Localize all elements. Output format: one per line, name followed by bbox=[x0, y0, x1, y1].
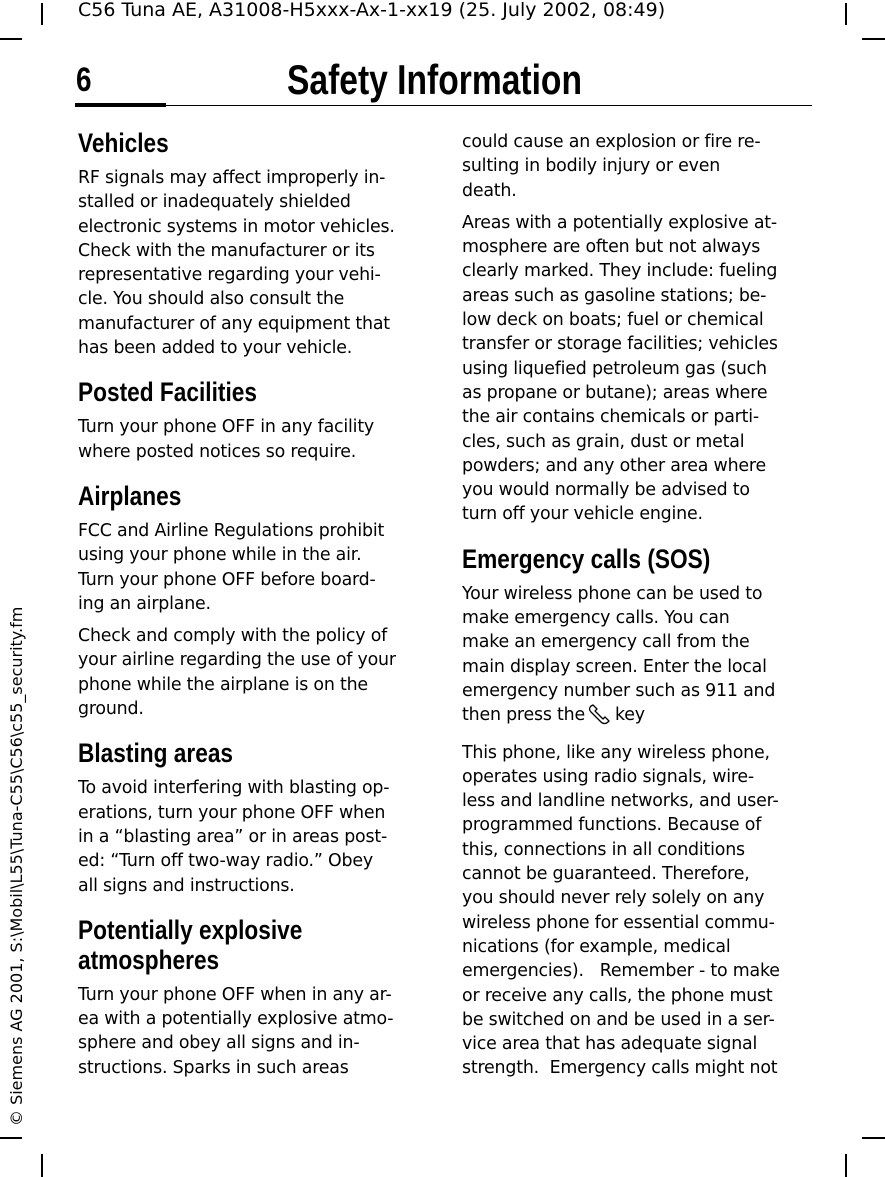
text-line: using your phone while in the air. bbox=[78, 545, 362, 566]
section-heading-blasting-areas: Blasting areas bbox=[78, 738, 234, 769]
text-line: mosphere are often but not always bbox=[462, 237, 761, 258]
text-line: clearly marked. They include: fueling bbox=[462, 261, 778, 282]
text-line: Check and comply with the policy of bbox=[78, 626, 388, 647]
section-heading-airplanes: Airplanes bbox=[78, 480, 182, 511]
text-line: vice area that has adequate signal bbox=[462, 1034, 758, 1055]
text-line: or receive any calls, the phone must bbox=[462, 985, 773, 1006]
text-line: ea with a potentially explosive atmo- bbox=[78, 1009, 394, 1030]
paragraph-blasting-areas bbox=[78, 776, 428, 897]
text-line: Turn your phone OFF before board- bbox=[78, 569, 376, 590]
text-line: turn off your vehicle engine. bbox=[462, 504, 703, 525]
text-line: To avoid interfering with blasting op- bbox=[78, 778, 390, 799]
heading-line: Potentially explosive bbox=[78, 914, 303, 945]
text-line: Check with the manufacturer or its bbox=[78, 240, 375, 261]
text-line: emergency number such as 911 and bbox=[462, 680, 776, 701]
crop-mark bbox=[41, 3, 43, 25]
text-line: as propane or butane); areas where bbox=[462, 382, 768, 403]
text-line bbox=[462, 703, 812, 732]
crop-mark bbox=[41, 1154, 43, 1177]
paragraph-emergency-2 bbox=[462, 741, 812, 1081]
crop-mark bbox=[862, 1137, 885, 1139]
text-line: using liquefied petroleum gas (such bbox=[462, 358, 767, 379]
text-line: operates using radio signals, wire- bbox=[462, 766, 754, 787]
text-line: ground. bbox=[78, 699, 144, 720]
text-line: emergencies). Remember - to make bbox=[462, 961, 780, 982]
text-line: this, connections in all conditions bbox=[462, 839, 745, 860]
text-line: sphere and obey all signs and in- bbox=[78, 1033, 360, 1054]
page-title: Safety Information bbox=[287, 56, 582, 103]
paragraph-explosive-1 bbox=[78, 983, 428, 1080]
text-line: low deck on boats; fuel or chemical bbox=[462, 310, 764, 331]
text-line: Turn your phone OFF when in any ar- bbox=[78, 984, 392, 1005]
call-key-icon bbox=[587, 703, 613, 732]
paragraph-emergency-1 bbox=[462, 582, 812, 733]
text-line: programmed functions. Because of bbox=[462, 815, 762, 836]
text-line: make an emergency call from the bbox=[462, 632, 750, 653]
header-rule bbox=[166, 105, 812, 106]
text-line: areas such as gasoline stations; be- bbox=[462, 285, 767, 306]
section-heading-emergency-calls: Emergency calls (SOS) bbox=[462, 543, 711, 574]
page-number: 6 bbox=[76, 61, 92, 99]
side-copyright-note: © Siemens AG 2001, S:\Mobil\L55\Tuna-C55\C56\c55_security.fm bbox=[7, 606, 26, 1126]
paragraph-explosive-1-continued bbox=[462, 130, 812, 203]
crop-mark bbox=[845, 1154, 847, 1177]
crop-mark bbox=[0, 38, 22, 40]
text-line: be switched on and be used in a ser- bbox=[462, 1009, 775, 1030]
paragraph-airplanes-2 bbox=[78, 624, 428, 721]
text-line: your airline regarding the use of your bbox=[78, 650, 396, 671]
section-heading-posted-facilities: Posted Facilities bbox=[78, 377, 257, 408]
text-line: less and landline networks, and user- bbox=[462, 791, 779, 812]
text-line: stalled or inadequately shielded bbox=[78, 192, 351, 213]
paragraph-airplanes-1 bbox=[78, 519, 428, 616]
text-line: death. bbox=[462, 180, 517, 201]
text-fragment: key bbox=[615, 705, 645, 726]
text-line: Areas with a potentially explosive at- bbox=[462, 212, 777, 233]
text-line: powders; and any other area where bbox=[462, 455, 766, 476]
text-line: sulting in bodily injury or even bbox=[462, 156, 721, 177]
text-line: ed: “Turn off two-way radio.” Obey bbox=[78, 851, 373, 872]
text-line: electronic systems in motor vehicles. bbox=[78, 216, 395, 237]
text-line: nications (for example, medical bbox=[462, 936, 731, 957]
text-line: you would normally be advised to bbox=[462, 480, 750, 501]
paragraph-posted-facilities bbox=[78, 415, 428, 464]
crop-mark bbox=[862, 38, 885, 40]
text-line: transfer or storage facilities; vehicles bbox=[462, 334, 778, 355]
section-heading-explosive-atmospheres bbox=[78, 915, 372, 975]
right-column bbox=[462, 130, 812, 1081]
text-line: where posted notices so require. bbox=[78, 441, 357, 462]
text-line: main display screen. Enter the local bbox=[462, 656, 767, 677]
text-line: in a “blasting area” or in areas post- bbox=[78, 826, 388, 847]
text-fragment: then press the bbox=[462, 705, 585, 726]
text-line: cle. You should also consult the bbox=[78, 289, 345, 310]
text-line: has been added to your vehicle. bbox=[78, 338, 353, 359]
text-line: you should never rely solely on any bbox=[462, 888, 765, 909]
text-line: strength. Emergency calls might not bbox=[462, 1058, 778, 1079]
left-column bbox=[78, 128, 428, 1080]
running-header: C56 Tuna AE, A31008-H5xxx-Ax-1-xx19 (25. July 2002, 08:49) bbox=[78, 0, 666, 21]
text-line: structions. Sparks in such areas bbox=[78, 1057, 349, 1078]
text-line: wireless phone for essential commu- bbox=[462, 912, 775, 933]
text-line: cannot be guaranteed. Therefore, bbox=[462, 864, 750, 885]
heading-line: atmospheres bbox=[78, 944, 220, 975]
text-line: This phone, like any wireless phone, bbox=[462, 742, 770, 763]
text-line: erations, turn your phone OFF when bbox=[78, 802, 386, 823]
text-line: could cause an explosion or fire re- bbox=[462, 132, 761, 152]
text-line: all signs and instructions. bbox=[78, 875, 295, 896]
section-heading-vehicles: Vehicles bbox=[78, 128, 169, 158]
text-line: representative regarding your vehi- bbox=[78, 265, 381, 286]
crop-mark bbox=[0, 1137, 22, 1139]
paragraph-explosive-2 bbox=[462, 211, 812, 527]
text-line: phone while the airplane is on the bbox=[78, 674, 368, 695]
text-line: make emergency calls. You can bbox=[462, 608, 730, 629]
paragraph-vehicles bbox=[78, 166, 428, 360]
text-line: FCC and Airline Regulations prohibit bbox=[78, 520, 385, 541]
text-line: RF signals may affect improperly in- bbox=[78, 168, 386, 188]
text-line: Your wireless phone can be used to bbox=[462, 583, 763, 604]
text-line: the air contains chemicals or parti- bbox=[462, 407, 759, 428]
header-rule-thick bbox=[75, 103, 166, 107]
text-line: manufacturer of any equipment that bbox=[78, 313, 390, 334]
text-line: cles, such as grain, dust or metal bbox=[462, 431, 745, 452]
text-line: ing an airplane. bbox=[78, 593, 211, 614]
text-line: Turn your phone OFF in any facility bbox=[78, 417, 375, 438]
